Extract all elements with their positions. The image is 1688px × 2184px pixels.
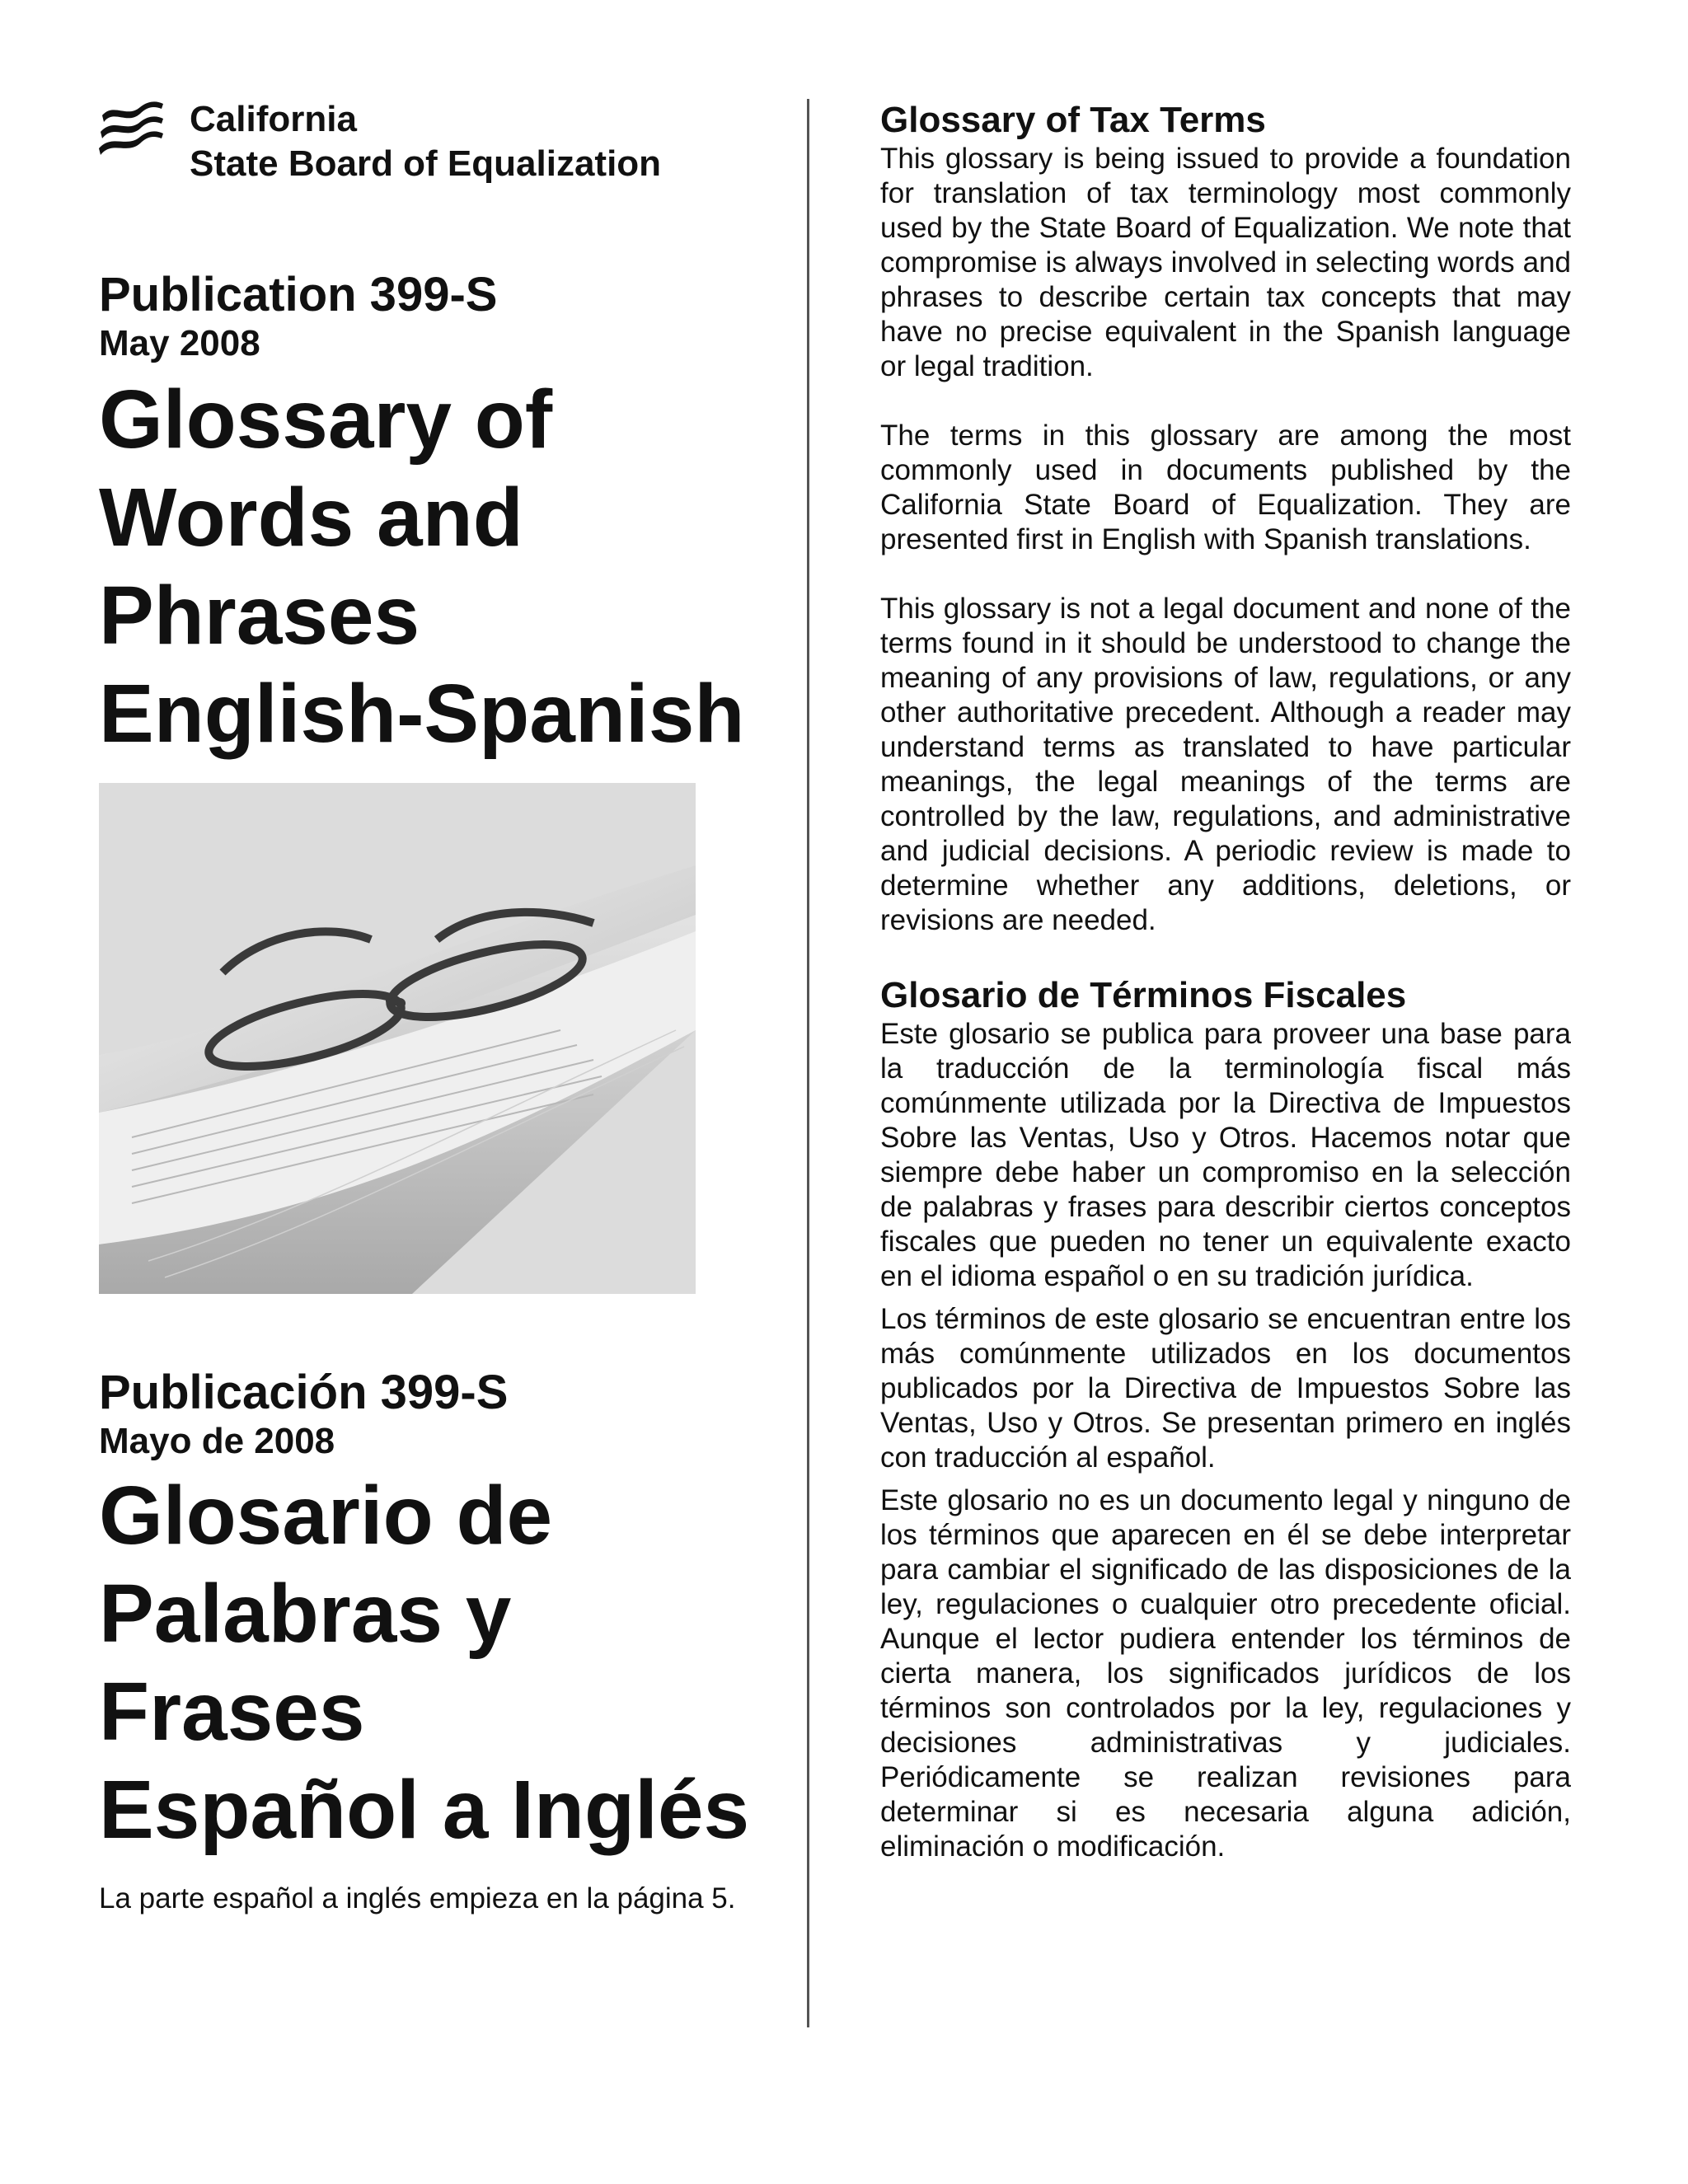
- spanish-paragraph-1: Este glosario se publica para proveer una base para la traducción de la terminología fiscal más comúnmente utilizada por la Directiva de Impuestos Sobre las Ventas, Uso y Otros. Hacemos notar que siempre debe haber un compromiso en la selección de palabras y frases para describir ciertos conceptos fiscales que pueden no tener un equivalente exacto en el idioma español o en su tradición jurídica.: [880, 1018, 1571, 1292]
- english-paragraph-3: This glossary is not a legal document and none of the terms found in it should be understood to change the meaning of any provisions of law, regulations, or any other authoritative precedent. Although a reader may understand terms as translated to have particular meanings, the legal meanings of the terms are controlled by the law, regulations, and administrative and judicial decisions. A periodic review is made to determine whether any additions, deletions, or revisions are needed.: [880, 593, 1571, 936]
- english-title-line-4: English-Spanish: [99, 668, 745, 760]
- spanish-title: [99, 1467, 824, 1859]
- agency-line-2: State Board of Equalization: [190, 143, 662, 184]
- book-and-glasses-image: [99, 783, 696, 1294]
- english-section-heading: Glossary of Tax Terms: [880, 100, 1266, 140]
- waves-logo-icon: [99, 97, 165, 155]
- english-title-line-1: Glossary of: [99, 373, 553, 466]
- english-title-line-3: Phrases: [99, 569, 420, 662]
- glossary-intro-column: [880, 99, 1571, 1864]
- english-paragraph-1: This glossary is being issued to provide a foundation for translation of tax terminology most commonly used by the State Board of Equalization. We note that compromise is always involved in selecting words and phrases to describe certain tax concepts that may have no precise equivalent in the Spanish language or legal tradition.: [880, 143, 1571, 382]
- publication-number-es: Publicación 399-S: [99, 1366, 509, 1419]
- cover-left-column: [99, 91, 808, 1856]
- column-divider: [807, 99, 809, 2027]
- spanish-title-line-1: Glosario de: [99, 1469, 553, 1562]
- agency-name: [190, 97, 661, 186]
- spanish-section-heading: Glosario de Términos Fiscales: [880, 975, 1407, 1015]
- photo-illustration: [99, 783, 696, 1294]
- english-paragraph-2: The terms in this glossary are among the most commonly used in documents published by the California State Board of Equalization. They are presented first in English with Spanish translations.: [880, 419, 1571, 555]
- agency-line-1: California: [190, 99, 357, 139]
- spanish-title-line-3: Frases: [99, 1666, 365, 1758]
- publication-number-en: Publication 399-S: [99, 268, 498, 321]
- publication-date-es: Mayo de 2008: [99, 1421, 335, 1461]
- english-title-line-2: Words and: [99, 471, 523, 564]
- spanish-paragraph-3: Este glosario no es un documento legal y ninguno de los términos que aparecen en él se debe interpretar para cambiar el significado de las disposiciones de la ley, regulaciones o cualquier otro precedente oficial. Aunque el lector pudiera entender los términos de cierta manera, los significados jurídicos de los términos son controlados por la ley, regulaciones y decisiones administrativas y judiciales. Periódicamente se realizan revisiones para determinar si es necesaria alguna adición, eliminación o modificación.: [880, 1484, 1571, 1863]
- publication-date-en: May 2008: [99, 323, 260, 363]
- spanish-title-line-2: Palabras y: [99, 1568, 512, 1660]
- spanish-paragraph-2: Los términos de este glosario se encuentran entre los más comúnmente utilizados en los documentos publicados por la Directiva de Impuestos Sobre las Ventas, Uso y Otros. Se presentan primero en inglés con traducción al español.: [880, 1303, 1571, 1474]
- english-title: [99, 371, 824, 763]
- spanish-title-line-4: Español a Inglés: [99, 1764, 750, 1856]
- spanish-section-note: La parte español a inglés empieza en la página 5.: [99, 1882, 736, 1915]
- agency-header: [99, 91, 808, 190]
